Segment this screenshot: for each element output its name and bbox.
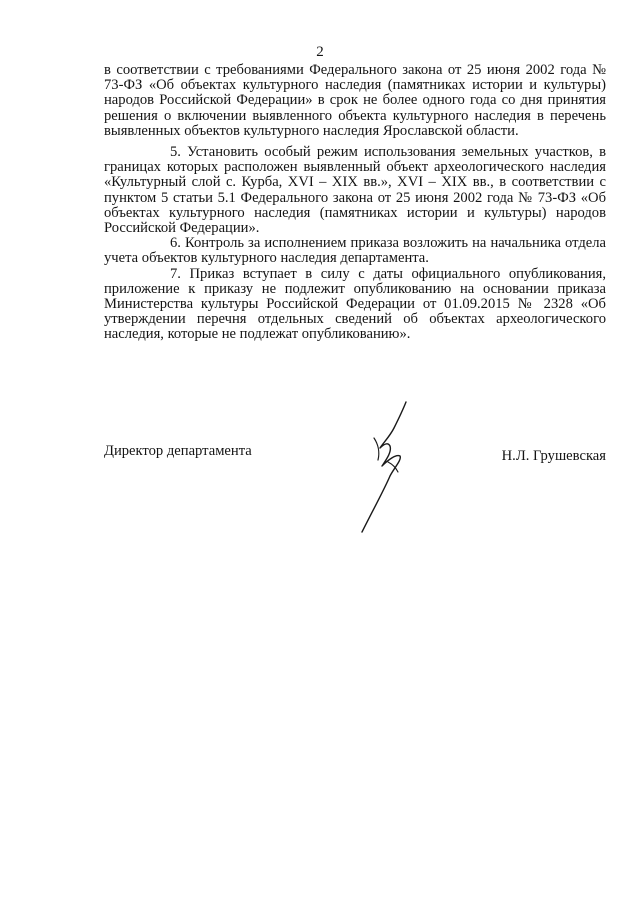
paragraph-item-7: 7. Приказ вступает в силу с даты официального опубликования, приложение к приказу не подлежит опубликованию на основании приказа Министерства культуры Российской Федерации от 01.09.2015 № 2328 «Об утверждении перечня отдельных сведений об объектах археологического наследия, которые не подлежат опубликованию». [104, 265, 606, 343]
signatory-name: Н.Л. Грушевская [501, 448, 606, 464]
handwritten-signature [344, 398, 424, 538]
paragraph-continuation: в соответствии с требованиями Федерального закона от 25 июня 2002 года № 73-ФЗ «Об объектах культурного наследия (памятниках истории и культуры) народов Российской Федерации» в срок не более одного года со дня принятия решения о включении выявленного объекта культурного наследия в перечень выявленных объектов культурного наследия Ярославской области. [104, 62, 606, 139]
paragraph-item-6: 6. Контроль за исполнением приказа возложить на начальника отдела учета объектов культурного наследия департамента. [104, 235, 606, 267]
document-body [104, 63, 606, 343]
signatory-title: Директор департамента [104, 443, 252, 459]
paragraph-item-5: 5. Установить особый режим использования земельных участков, в границах которых расположен выявленный объект археологического наследия «Культурный слой с. Курба, XVI – XIX вв.», XVI – XIX вв., в соответствии с пунктом 5 статьи 5.1 Федерального закона от 25 июня 2002 года № 73-ФЗ «Об объектах культурного наследия (памятниках истории и культуры) народов Российской Федерации». [104, 144, 606, 237]
page-number: 2 [316, 44, 324, 60]
